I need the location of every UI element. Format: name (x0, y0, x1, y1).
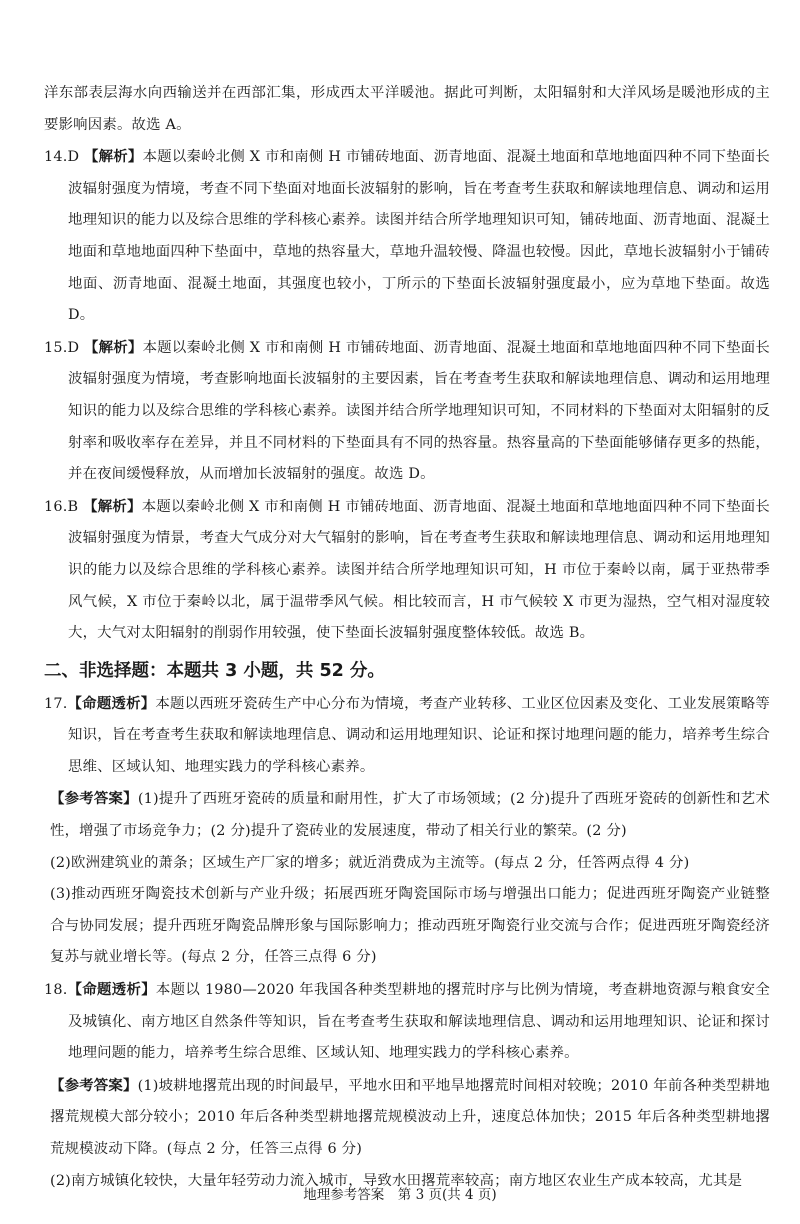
continued-paragraph (44, 78, 770, 141)
answer-18-part-1-text: (1)坡耕地撂荒出现的时间最早，平地水田和平地旱地撂荒时间相对较晚；2010 年前各种类型耕地撂荒规模大部分较小；2010 年后各种类型耕地撂荒规模波动上升，速度总体加快；2015 年后各种类型耕地撂荒规模波动下降。(每点 2 分，任答三点得 6 分) (50, 1077, 770, 1157)
answer-16-tag: 【解析】 (83, 497, 142, 515)
page-footer: 地理参考答案 第 3 页(共 4 页) (303, 1187, 497, 1203)
answer-17-part-2-text: (2)欧洲建筑业的萧条；区域生产厂家的增多；就近消费成为主流等。(每点 2 分，任答两点得 4 分) (50, 854, 690, 871)
answer-17-analysis (44, 688, 770, 784)
answer-17-text: 本题以西班牙瓷砖生产中心分布为情境，考查产业转移、工业区位因素及变化、工业发展策略等知识，旨在考查考生获取和解读地理信息、调动和运用地理知识、论证和探讨地理问题的能力，培养考生综合思维、区域认知、地理实践力的学科核心素养。 (68, 695, 770, 775)
answer-17-reference-tag: 【参考答案】 (50, 790, 138, 808)
answer-17-tag: 【命题透析】 (67, 694, 156, 712)
answer-14-tag: 【解析】 (84, 148, 143, 166)
answer-18-tag: 【命题透析】 (67, 981, 156, 999)
answer-18-text: 本题以 1980—2020 年我国各种类型耕地的撂荒时序与比例为情境，考查耕地资源与粮食安全及城镇化、南方地区自然条件等知识，旨在考查考生获取和解读地理信息、调动和运用地理知识、论证和探讨地理问题的能力，培养考生综合思维、区域认知、地理实践力的学科核心素养。 (68, 982, 770, 1062)
continued-text: 洋东部表层海水向西输送并在西部汇集，形成西太平洋暖池。据此可判断，太阳辐射和大洋风场是暖池形成的主要影响因素。故选 A。 (44, 85, 770, 133)
answer-18-number: 18. (44, 982, 68, 999)
answer-18-analysis (44, 974, 770, 1070)
answer-16 (44, 491, 770, 650)
answer-17-part-1-text: (1)提升了西班牙瓷砖的质量和耐用性，扩大了市场领域；(2 分)提升了西班牙瓷砖的创新性和艺术性，增强了市场竞争力；(2 分)提升了瓷砖业的发展速度，带动了相关行业的繁荣。(2 分) (50, 791, 770, 840)
answer-18-part-1 (44, 1070, 770, 1166)
answer-16-number: 16.B (44, 498, 84, 515)
answer-14-text: 本题以秦岭北侧 X 市和南侧 H 市铺砖地面、沥青地面、混凝土地面和草地地面四种不同下垫面长波辐射强度为情境，考查不同下垫面对地面长波辐射的影响，旨在考查考生获取和解读地理信息、调动和运用地理知识的能力以及综合思维的学科核心素养。读图并结合所学地理知识可知，铺砖地面、沥青地面、混凝土地面和草地地面四种下垫面中，草地的热容量大，草地升温较慢、降温也较慢。因此，草地长波辐射小于铺砖地面、沥青地面、混凝土地面，其强度也较小，丁所示的下垫面长波辐射强度最小，应为草地下垫面。故选 D。 (68, 149, 771, 324)
answer-14 (44, 141, 770, 332)
answer-17-number: 17. (44, 695, 68, 712)
answer-17-part-1 (44, 783, 770, 847)
answer-15 (44, 332, 770, 491)
answer-17-part-3-text: (3)推动西班牙陶瓷技术创新与产业升级；拓展西班牙陶瓷国际市场与增强出口能力；促进西班牙陶瓷产业链整合与协同发展；提升西班牙陶瓷品牌形象与国际影响力；推动西班牙陶瓷行业交流与合作；促进西班牙陶瓷经济复苏与就业增长等。(每点 2 分，任答三点得 6 分) (50, 886, 770, 966)
answer-18-part-2-text: (2)南方城镇化较快，大量年轻劳动力流入城市，导致水田撂荒率较高；南方地区农业生产成本较高，尤其是 (50, 1172, 743, 1189)
answer-15-text: 本题以秦岭北侧 X 市和南侧 H 市铺砖地面、沥青地面、混凝土地面和草地地面四种不同下垫面长波辐射强度为情境，考查影响地面长波辐射的主要因素，旨在考查考生获取和解读地理信息、调动和运用地理知识的能力以及综合思维的学科核心素养。读图并结合所学地理知识可知，不同材料的下垫面对太阳辐射的反射率和吸收率存在差异，并且不同材料的下垫面具有不同的热容量。热容量高的下垫面能够储存更多的热能，并在夜间缓慢释放，从而增加长波辐射的强度。故选 D。 (68, 339, 771, 483)
answer-17-part-3 (44, 879, 770, 974)
answer-15-number: 15.D (44, 339, 85, 356)
answer-14-number: 14.D (44, 149, 85, 166)
section-2-title: 二、非选择题：本题共 3 小题，共 52 分。 (44, 660, 385, 681)
answer-16-text: 本题以秦岭北侧 X 市和南侧 H 市铺砖地面、沥青地面、混凝土地面和草地地面四种不同下垫面长波辐射强度为情景，考查大气成分对大气辐射的影响，旨在考查考生获取和解读地理信息、调动和运用地理知识的能力以及综合思维的学科核心素养。读图并结合所学地理知识可知，H 市位于秦岭以南，属于亚热带季风气候，X 市位于秦岭以北，属于温带季风气候。相比较而言，H 市气候较 X 市更为湿热，空气相对湿度较大，大气对太阳辐射的削弱作用较强，使下垫面长波辐射强度整体较低。故选 B。 (68, 498, 770, 642)
answer-17-part-2 (44, 848, 770, 880)
answer-18-reference-tag: 【参考答案】 (50, 1076, 138, 1094)
answer-15-tag: 【解析】 (84, 338, 143, 356)
